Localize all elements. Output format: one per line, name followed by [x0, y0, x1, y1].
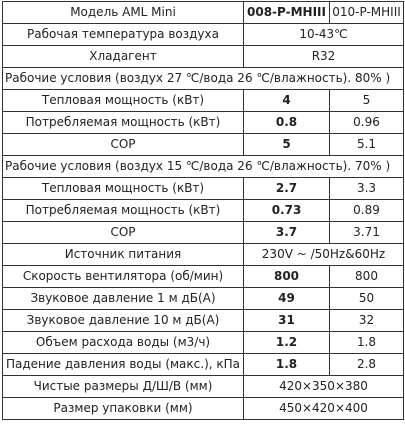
table-row	[3, 200, 404, 222]
table-row	[3, 332, 404, 354]
value-010: 0.89	[330, 200, 404, 222]
row-value: 450×420×400	[244, 398, 404, 420]
header-row	[3, 2, 404, 24]
table-row	[3, 398, 404, 420]
row-value: 230V ~ /50Hz&60Hz	[244, 244, 404, 266]
section-row	[3, 156, 404, 178]
table-row	[3, 46, 404, 68]
table-row	[3, 178, 404, 200]
row-label: Хладагент	[3, 46, 244, 68]
spec-table-body	[3, 2, 404, 420]
table-row	[3, 222, 404, 244]
table-row	[3, 112, 404, 134]
row-label: Потребляемая мощность (кВт)	[3, 200, 244, 222]
value-008: 0.8	[244, 112, 330, 134]
table-row	[3, 244, 404, 266]
value-010: 5.1	[330, 134, 404, 156]
value-008: 49	[244, 288, 330, 310]
value-010: 3.3	[330, 178, 404, 200]
row-label: Чистые размеры Д/Ш/В (мм)	[3, 376, 244, 398]
value-008: 31	[244, 310, 330, 332]
value-010: 50	[330, 288, 404, 310]
table-row	[3, 354, 404, 376]
table-row	[3, 376, 404, 398]
value-010: 0.96	[330, 112, 404, 134]
row-label: Объем расхода воды (м3/ч)	[3, 332, 244, 354]
row-label: Тепловая мощность (кВт)	[3, 178, 244, 200]
row-value: R32	[244, 46, 404, 68]
row-label: Падение давления воды (макс.), кПа	[3, 354, 244, 376]
row-label: Звуковое давление 10 м дБ(A)	[3, 310, 244, 332]
spec-table	[2, 1, 404, 420]
value-008: 2.7	[244, 178, 330, 200]
value-010: 5	[330, 90, 404, 112]
value-008: 0.73	[244, 200, 330, 222]
row-label: Тепловая мощность (кВт)	[3, 90, 244, 112]
value-010: 32	[330, 310, 404, 332]
table-row	[3, 310, 404, 332]
value-008: 5	[244, 134, 330, 156]
row-label: Размер упаковки (мм)	[3, 398, 244, 420]
row-label: COP	[3, 222, 244, 244]
row-label: COP	[3, 134, 244, 156]
row-label: Источник питания	[3, 244, 244, 266]
value-010: 800	[330, 266, 404, 288]
row-label: Рабочая температура воздуха	[3, 24, 244, 46]
row-label: Звуковое давление 1 м дБ(A)	[3, 288, 244, 310]
value-008: 1.8	[244, 354, 330, 376]
table-row	[3, 24, 404, 46]
value-010: 1.8	[330, 332, 404, 354]
table-row	[3, 266, 404, 288]
value-008: 800	[244, 266, 330, 288]
row-value: 10-43℃	[244, 24, 404, 46]
value-008: 4	[244, 90, 330, 112]
value-010: 3.71	[330, 222, 404, 244]
value-010: 2.8	[330, 354, 404, 376]
row-label: Скорость вентилятора (об/мин)	[3, 266, 244, 288]
table-row	[3, 288, 404, 310]
table-row	[3, 90, 404, 112]
value-008: 3.7	[244, 222, 330, 244]
section-heading: Рабочие условия (воздух 27 ℃/вода 26 ℃/влажность). 80% )	[3, 68, 404, 90]
model-010-header: 010-P-MHIII	[330, 2, 404, 24]
row-label: Потребляемая мощность (кВт)	[3, 112, 244, 134]
model-label: Модель AML Mini	[3, 2, 244, 24]
model-008-header: 008-P-MHIII	[244, 2, 330, 24]
value-008: 1.2	[244, 332, 330, 354]
row-value: 420×350×380	[244, 376, 404, 398]
section-heading: Рабочие условия (воздух 15 ℃/вода 26 ℃/влажность). 70% )	[3, 156, 404, 178]
section-row	[3, 68, 404, 90]
table-row	[3, 134, 404, 156]
